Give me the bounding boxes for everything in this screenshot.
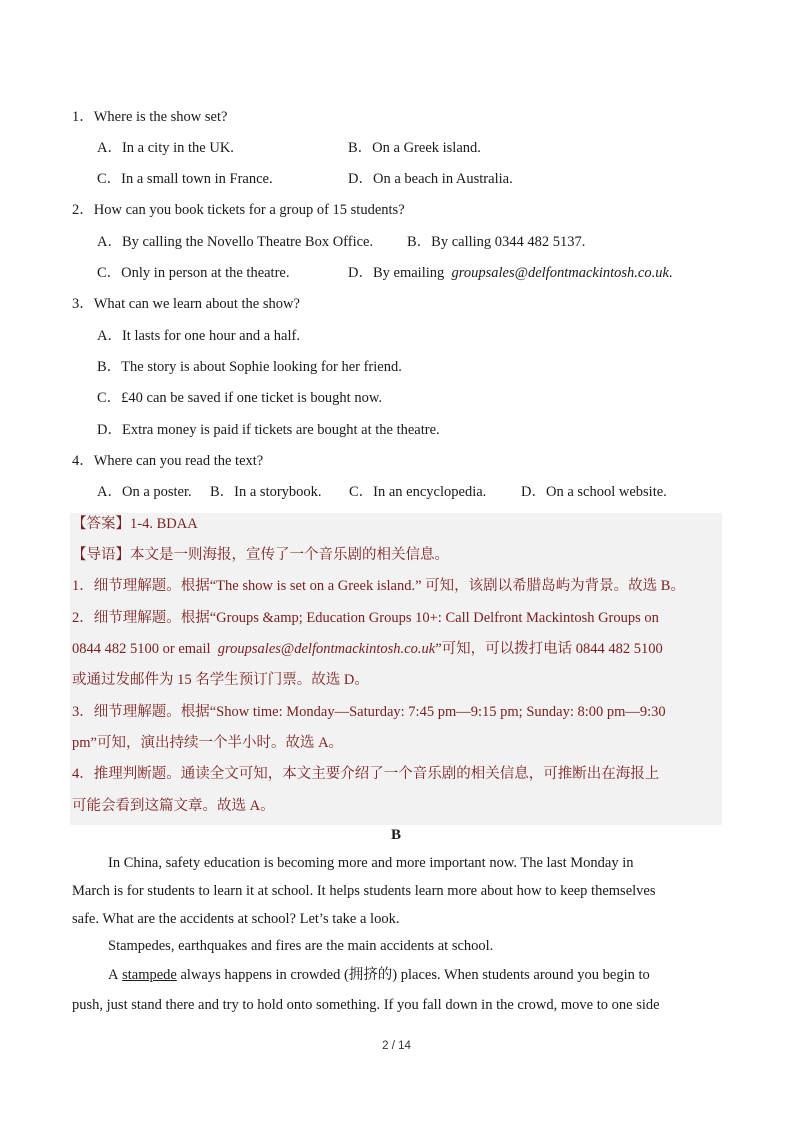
question-text: What can we learn about the show? xyxy=(93,296,300,312)
explanation-4-line-2: 可能会看到这篇文章。故选 A。 xyxy=(72,798,275,814)
guide-line xyxy=(72,546,449,564)
question-number: 4． xyxy=(72,453,94,469)
answer-label: 【答案】 xyxy=(72,516,130,532)
guide-text: 本文是一则海报，宣传了一个音乐剧的相关信息。 xyxy=(130,547,449,563)
question-1-stem xyxy=(72,108,227,126)
question-4-option-c: C．In an encyclopedia. xyxy=(349,484,487,500)
explanation-1: 1．细节理解题。根据“The show is set on a Greek island.” 可知，该剧以希腊岛屿为背景。故选 B。 xyxy=(72,578,685,594)
explanation-email: groupsales@delfontmackintosh.co.uk xyxy=(217,641,436,657)
passage-b-p3-line-2: push, just stand there and try to hold onto something. If you fall down in the crowd, move to one side xyxy=(72,997,660,1013)
question-3-stem xyxy=(72,295,300,313)
question-2-stem xyxy=(72,201,405,219)
question-number: 3． xyxy=(72,296,94,312)
question-1-option-d: D．On a beach in Australia. xyxy=(348,171,513,187)
p3-suffix: always happens in crowded (拥挤的) places. When students around you begin to xyxy=(180,967,650,983)
passage-b-p1-line-2: March is for students to learn it at school. It helps students learn more about how to keep themselves xyxy=(72,883,656,899)
explanation-2-line-1: 2．细节理解题。根据“Groups &amp; Education Groups 10+: Call Delfront Mackintosh Groups on xyxy=(72,610,659,626)
explanation-3-line-2: pm”可知，演出持续一个半小时。故选 A。 xyxy=(72,735,344,751)
question-3-option-a: A．It lasts for one hour and a half. xyxy=(97,328,300,344)
section-b-heading: B xyxy=(391,827,402,843)
passage-b-p1-line-1: In China, safety education is becoming more and more important now. The last Monday in xyxy=(108,855,634,871)
question-3-option-b: B．The story is about Sophie looking for her friend. xyxy=(97,359,402,375)
explanation-4-line-1: 4．推理判断题。通读全文可知，本文主要介绍了一个音乐剧的相关信息，可推断出在海报上 xyxy=(72,766,660,782)
question-4-option-d: D．On a school website. xyxy=(521,484,667,500)
passage-b-p2: Stampedes, earthquakes and fires are the main accidents at school. xyxy=(108,938,494,954)
question-1-option-a: A．In a city in the UK. xyxy=(97,140,234,156)
question-3-option-d: D．Extra money is paid if tickets are bought at the theatre. xyxy=(97,422,440,438)
question-1-option-c: C．In a small town in France. xyxy=(97,171,273,187)
explanation-2-line-3: 或通过发邮件为 15 名学生预订门票。故选 D。 xyxy=(72,672,369,688)
explanation-3-line-1: 3．细节理解题。根据“Show time: Monday—Saturday: 7:45 pm—9:15 pm; Sunday: 8:00 pm—9:30 xyxy=(72,704,666,720)
question-text: Where can you read the text? xyxy=(93,453,264,469)
explanation-2-suffix: ”可知，可以拨打电话 0844 482 5100 xyxy=(435,641,663,657)
question-text: How can you book tickets for a group of 15 students? xyxy=(93,202,405,218)
question-1-option-b: B．On a Greek island. xyxy=(348,140,481,156)
question-4-option-a: A．On a poster. xyxy=(97,484,192,500)
question-number: 1． xyxy=(72,109,94,125)
email-address: groupsales@delfontmackintosh.co.uk xyxy=(451,265,669,281)
option-d-prefix: D．By emailing xyxy=(348,265,445,281)
answer-value: 1-4. BDAA xyxy=(130,516,198,532)
option-d-suffix: . xyxy=(668,265,673,281)
question-3-option-c: C．£40 can be saved if one ticket is bought now. xyxy=(97,390,382,406)
passage-b-p3-line-1 xyxy=(108,966,650,984)
explanation-2-line-2 xyxy=(72,640,663,658)
question-number: 2． xyxy=(72,202,94,218)
p3-prefix: A xyxy=(108,967,119,983)
question-4-option-b: B．In a storybook. xyxy=(210,484,322,500)
explanation-2-prefix: 0844 482 5100 or email xyxy=(72,641,211,657)
question-4-stem xyxy=(72,452,263,470)
question-2-option-b: B．By calling 0344 482 5137. xyxy=(407,234,586,250)
answer-line xyxy=(72,515,198,533)
page-number: 2 / 14 xyxy=(382,1040,411,1052)
question-2-option-d xyxy=(348,264,673,282)
question-2-option-a: A．By calling the Novello Theatre Box Office. xyxy=(97,234,374,250)
passage-b-p1-line-3: safe. What are the accidents at school? Let’s take a look. xyxy=(72,911,400,927)
question-2-option-c: C．Only in person at the theatre. xyxy=(97,265,290,281)
question-text: Where is the show set? xyxy=(93,109,228,125)
guide-label: 【导语】 xyxy=(72,547,130,563)
underlined-word: stampede xyxy=(122,967,177,983)
